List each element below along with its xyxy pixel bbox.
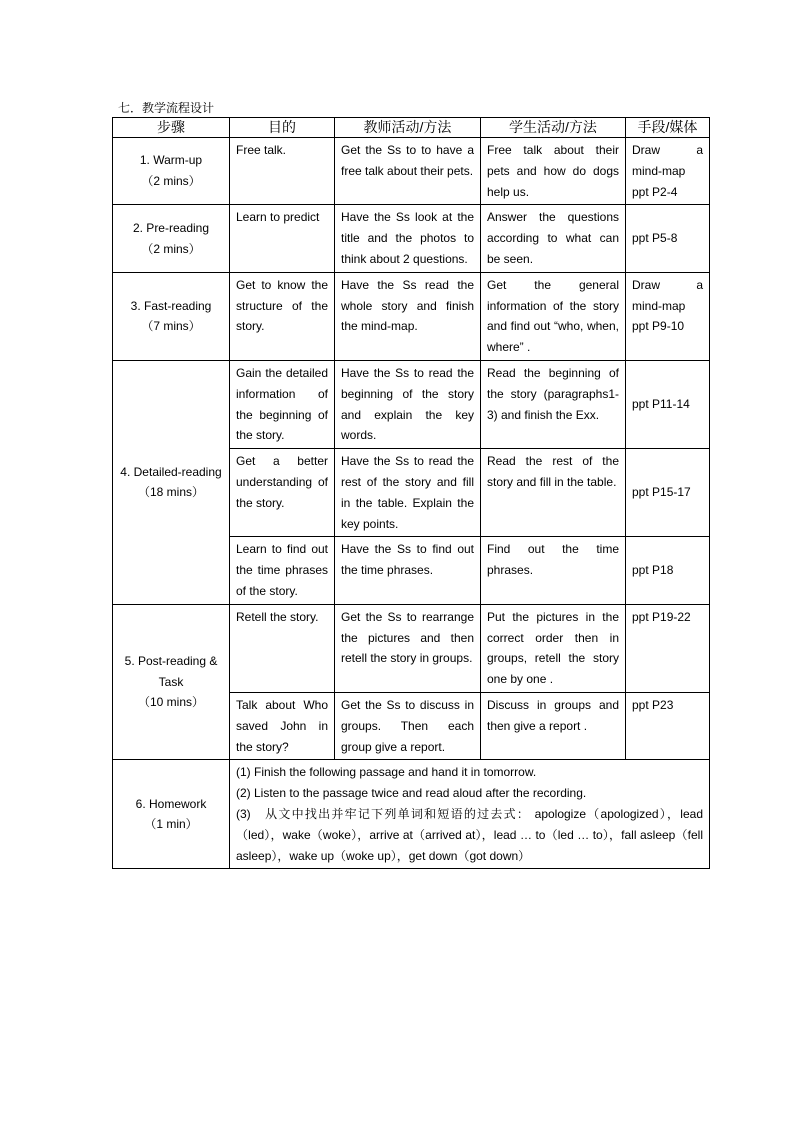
section-heading: 七．教学流程设计	[118, 101, 215, 115]
table-row	[113, 205, 710, 272]
step-name: 4. Detailed-reading	[120, 464, 222, 479]
goal-cell: Learn to predict	[230, 205, 335, 272]
teacher-cell: Have the Ss to find out the time phrases.	[335, 537, 481, 604]
teacher-cell: Have the Ss to read the rest of the story and fill in the table. Explain the key points.	[335, 449, 481, 537]
step-time: （10 mins）	[137, 695, 205, 710]
teacher-cell: Get the Ss to to have a free talk about their pets.	[335, 138, 481, 205]
step-cell	[113, 604, 230, 760]
goal-cell: Retell the story.	[230, 604, 335, 692]
student-cell: Discuss in groups and then give a report .	[481, 692, 626, 759]
teaching-flow-table	[112, 117, 710, 869]
step-time: （2 mins）	[141, 241, 201, 256]
col-header-media: 手段/媒体	[626, 118, 710, 138]
teacher-cell: Get the Ss to discuss in groups. Then each group give a report.	[335, 692, 481, 759]
homework-cell	[230, 760, 710, 869]
step-cell	[113, 360, 230, 604]
goal-cell: Learn to find out the time phrases of the story.	[230, 537, 335, 604]
media-cell: Draw a mind-map ppt P2-4	[626, 138, 710, 205]
step-time: （18 mins）	[137, 485, 205, 500]
media-cell: ppt P19-22	[626, 604, 710, 692]
step-name: 3. Fast-reading	[130, 298, 212, 313]
student-cell: Find out the time phrases.	[481, 537, 626, 604]
student-cell: Read the beginning of the story (paragraphs1-3) and finish the Exx.	[481, 360, 626, 448]
student-cell: Put the pictures in the correct order then in groups, retell the story one by one .	[481, 604, 626, 692]
step-cell	[113, 205, 230, 272]
header-row	[113, 118, 710, 138]
media-cell: ppt P18	[626, 537, 710, 604]
goal-cell: Talk about Who saved John in the story?	[230, 692, 335, 759]
table-row	[113, 272, 710, 360]
step-name: 5. Post-reading & Task	[124, 653, 218, 689]
teacher-cell: Have the Ss look at the title and the photos to think about 2 questions.	[335, 205, 481, 272]
col-header-step: 步骤	[113, 118, 230, 138]
teacher-cell: Have the Ss read the whole story and finish the mind-map.	[335, 272, 481, 360]
step-time: （2 mins）	[141, 174, 201, 189]
col-header-student-activity: 学生活动/方法	[481, 118, 626, 138]
goal-cell: Gain the detailed information of the beginning of the story.	[230, 360, 335, 448]
step-name: 1. Warm-up	[139, 153, 203, 168]
media-cell: Draw a mind-map ppt P9-10	[626, 272, 710, 360]
step-cell	[113, 138, 230, 205]
table-row	[113, 360, 710, 448]
student-cell: Free talk about their pets and how do dogs help us.	[481, 138, 626, 205]
table-row	[113, 138, 710, 205]
step-cell	[113, 272, 230, 360]
homework-item: (2) Listen to the passage twice and read aloud after the recording.	[236, 786, 587, 801]
media-cell: ppt P11-14	[626, 360, 710, 448]
student-cell: Answer the questions according to what can be seen.	[481, 205, 626, 272]
goal-cell: Get to know the structure of the story.	[230, 272, 335, 360]
step-name: 6. Homework	[135, 796, 207, 811]
goal-cell: Free talk.	[230, 138, 335, 205]
col-header-teacher-activity: 教师活动/方法	[335, 118, 481, 138]
table-row	[113, 760, 710, 869]
step-cell	[113, 760, 230, 869]
step-time: （7 mins）	[141, 319, 201, 334]
media-cell: ppt P15-17	[626, 449, 710, 537]
student-cell: Get the general information of the story and find out “who, when, where” .	[481, 272, 626, 360]
media-cell: ppt P5-8	[626, 205, 710, 272]
teacher-cell: Get the Ss to rearrange the pictures and then retell the story in groups.	[335, 604, 481, 692]
step-time: （1 min）	[144, 817, 198, 832]
media-cell: ppt P23	[626, 692, 710, 759]
homework-item: (3) 从文中找出并牢记下列单词和短语的过去式： apologize（apologized），lead（led），wake（woke），arrive at（arrived at），lead … to（led … to），fall asleep（fell asleep），wake up（woke up），get down（got down）	[236, 806, 703, 863]
step-name: 2. Pre-reading	[132, 220, 210, 235]
col-header-goal: 目的	[230, 118, 335, 138]
goal-cell: Get a better understanding of the story.	[230, 449, 335, 537]
student-cell: Read the rest of the story and fill in the table.	[481, 449, 626, 537]
table-row	[113, 604, 710, 692]
teacher-cell: Have the Ss to read the beginning of the story and explain the key words.	[335, 360, 481, 448]
homework-item: (1) Finish the following passage and hand it in tomorrow.	[236, 765, 537, 780]
